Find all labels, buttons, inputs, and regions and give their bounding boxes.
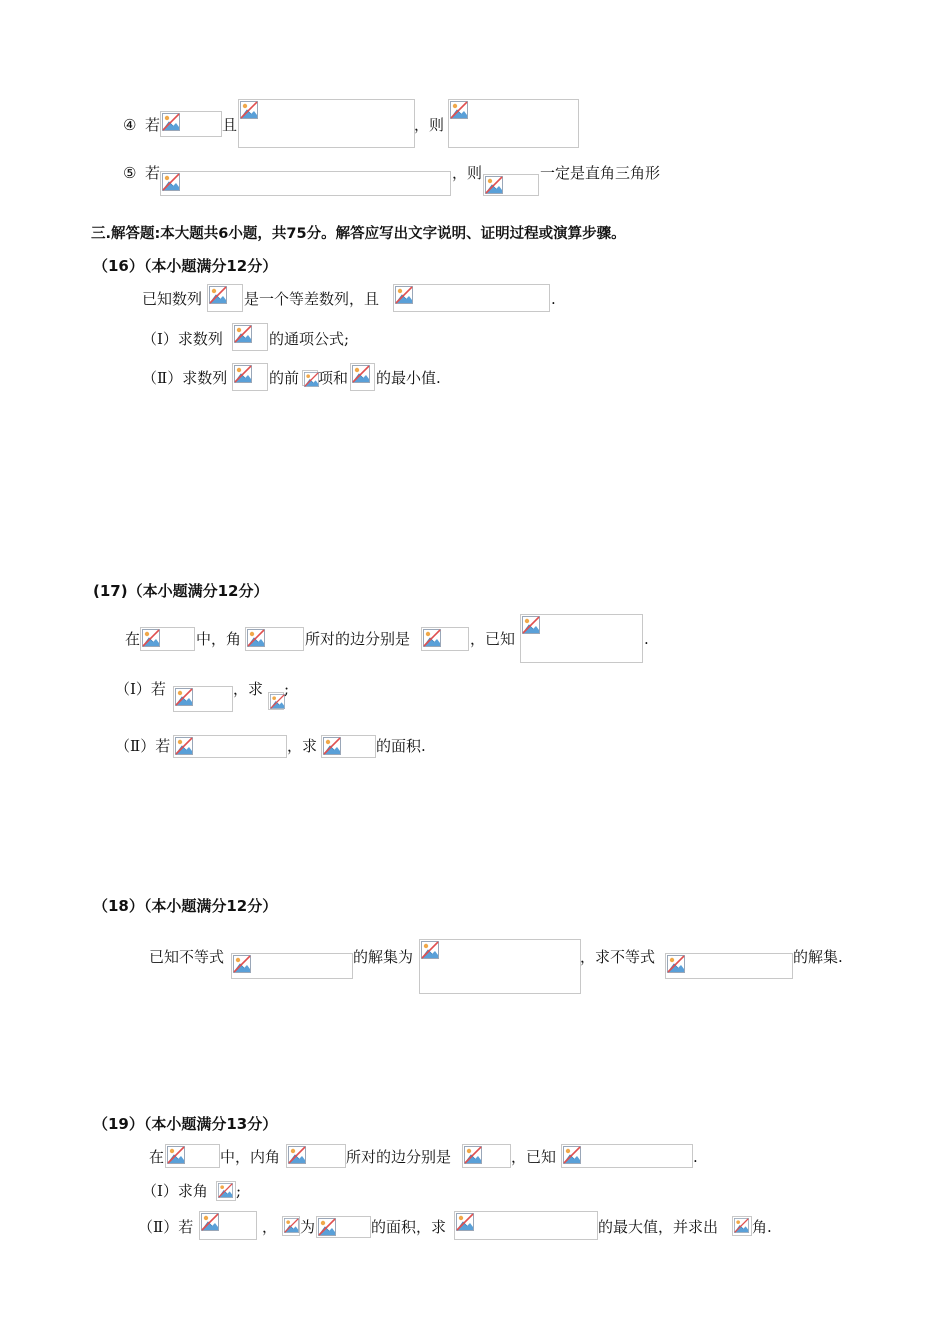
broken-image-icon (167, 1146, 185, 1164)
broken-image-icon (352, 365, 370, 383)
q17-stem-end: . (644, 630, 649, 648)
formula-image (173, 686, 233, 712)
broken-image-icon (233, 955, 251, 973)
q16-part2-b: 的前 (269, 369, 300, 387)
q19-part1-end: ; (236, 1182, 242, 1200)
broken-image-icon (162, 113, 180, 131)
q17-header: (17)（本小题满分12分） (93, 582, 269, 600)
q16-part2-c: 项和 (318, 369, 349, 387)
broken-image-icon (218, 1183, 233, 1198)
item5-then: ，则 (452, 164, 483, 182)
q16-stem-b: 是一个等差数列，且 (244, 290, 380, 308)
q17-part1-end: ; (284, 680, 290, 698)
q19-part2-a: （Ⅱ）若 (138, 1218, 194, 1236)
formula-image (207, 284, 243, 312)
q16-stem-end: . (551, 290, 556, 308)
formula-image (483, 174, 539, 196)
item4-number: ④ (123, 116, 137, 134)
q17-part2-c: 的面积. (376, 737, 426, 755)
q19-part2-b: ， (262, 1218, 278, 1236)
formula-image (282, 1216, 300, 1236)
formula-image (321, 735, 376, 758)
broken-image-icon (175, 737, 193, 755)
broken-image-icon (240, 101, 258, 119)
formula-image (561, 1144, 693, 1168)
formula-image (302, 370, 318, 386)
q19-stem-d: ，已知 (511, 1148, 557, 1166)
q17-part2-b: ，求 (287, 737, 318, 755)
formula-image (231, 953, 353, 979)
formula-image (245, 627, 304, 651)
q19-part2-c: 为 (300, 1218, 316, 1236)
broken-image-icon (464, 1146, 482, 1164)
q19-stem-b: 中，内角 (220, 1148, 281, 1166)
formula-image (165, 1144, 220, 1168)
item5-ruo: 若 (145, 164, 161, 182)
broken-image-icon (175, 688, 193, 706)
broken-image-icon (270, 694, 285, 709)
broken-image-icon (304, 372, 319, 387)
formula-image (448, 99, 579, 148)
q19-part1-a: （Ⅰ）求角 (142, 1182, 208, 1200)
broken-image-icon (288, 1146, 306, 1164)
broken-image-icon (423, 629, 441, 647)
formula-image (238, 99, 415, 148)
q16-part1-b: 的通项公式; (269, 330, 350, 348)
q18-stem-c: ，求不等式 (580, 948, 656, 966)
q19-header: （19）（本小题满分13分） (93, 1115, 278, 1133)
broken-image-icon (734, 1218, 749, 1233)
q19-part2-d: 的面积，求 (371, 1218, 447, 1236)
broken-image-icon (485, 176, 503, 194)
broken-image-icon (456, 1213, 474, 1231)
broken-image-icon (667, 955, 685, 973)
broken-image-icon (450, 101, 468, 119)
q18-header: （18）（本小题满分12分） (93, 897, 278, 915)
q17-part2-a: （Ⅱ）若 (115, 737, 171, 755)
broken-image-icon (395, 286, 413, 304)
item4-ruo: 若 (145, 116, 161, 134)
broken-image-icon (563, 1146, 581, 1164)
q17-stem-a: 在 (125, 630, 141, 648)
formula-image (665, 953, 793, 979)
item5-tail: 一定是直角三角形 (540, 164, 661, 182)
formula-image (462, 1144, 511, 1168)
q17-part1-a: （Ⅰ）若 (115, 680, 166, 698)
item4-qie: 且 (222, 116, 238, 134)
q16-part1-a: （Ⅰ）求数列 (142, 330, 223, 348)
formula-image (520, 614, 643, 663)
formula-image (454, 1211, 598, 1240)
broken-image-icon (209, 286, 227, 304)
broken-image-icon (284, 1218, 299, 1233)
formula-image (232, 363, 268, 391)
formula-image (316, 1216, 371, 1238)
formula-image (286, 1144, 346, 1168)
formula-image (160, 171, 451, 196)
item5-number: ⑤ (123, 164, 137, 182)
broken-image-icon (201, 1213, 219, 1231)
q16-part2-d: 的最小值. (376, 369, 441, 387)
q19-part2-e: 的最大值，并求出 (598, 1218, 719, 1236)
formula-image (268, 692, 284, 710)
broken-image-icon (421, 941, 439, 959)
formula-image (732, 1216, 752, 1236)
broken-image-icon (234, 325, 252, 343)
q17-part1-b: ，求 (233, 680, 264, 698)
q17-stem-d: ，已知 (470, 630, 516, 648)
formula-image (140, 627, 195, 651)
formula-image (419, 939, 581, 994)
broken-image-icon (522, 616, 540, 634)
formula-image (393, 284, 550, 312)
q17-stem-b: 中，角 (196, 630, 242, 648)
formula-image (216, 1181, 236, 1201)
q18-stem-a: 已知不等式 (149, 948, 225, 966)
broken-image-icon (247, 629, 265, 647)
q16-stem-a: 已知数列 (142, 290, 203, 308)
q19-stem-end: . (693, 1148, 698, 1166)
q18-stem-b: 的解集为 (353, 948, 414, 966)
broken-image-icon (323, 737, 341, 755)
item4-then: ，则 (414, 116, 445, 134)
q17-stem-c: 所对的边分别是 (305, 630, 411, 648)
formula-image (232, 323, 268, 351)
formula-image (173, 735, 287, 758)
broken-image-icon (142, 629, 160, 647)
q19-stem-a: 在 (149, 1148, 165, 1166)
q19-stem-c: 所对的边分别是 (346, 1148, 452, 1166)
q16-header: （16）（本小题满分12分） (93, 257, 278, 275)
formula-image (421, 627, 469, 651)
formula-image (160, 111, 222, 137)
broken-image-icon (234, 365, 252, 383)
formula-image (350, 363, 375, 391)
formula-image (199, 1211, 257, 1240)
broken-image-icon (318, 1218, 336, 1236)
q16-part2-a: （Ⅱ）求数列 (142, 369, 228, 387)
broken-image-icon (162, 173, 180, 191)
q19-part2-f: 角. (752, 1218, 772, 1236)
section3-title: 三.解答题:本大题共6小题，共75分。解答应写出文字说明、证明过程或演算步骤。 (91, 226, 626, 242)
q18-stem-d: 的解集. (793, 948, 843, 966)
